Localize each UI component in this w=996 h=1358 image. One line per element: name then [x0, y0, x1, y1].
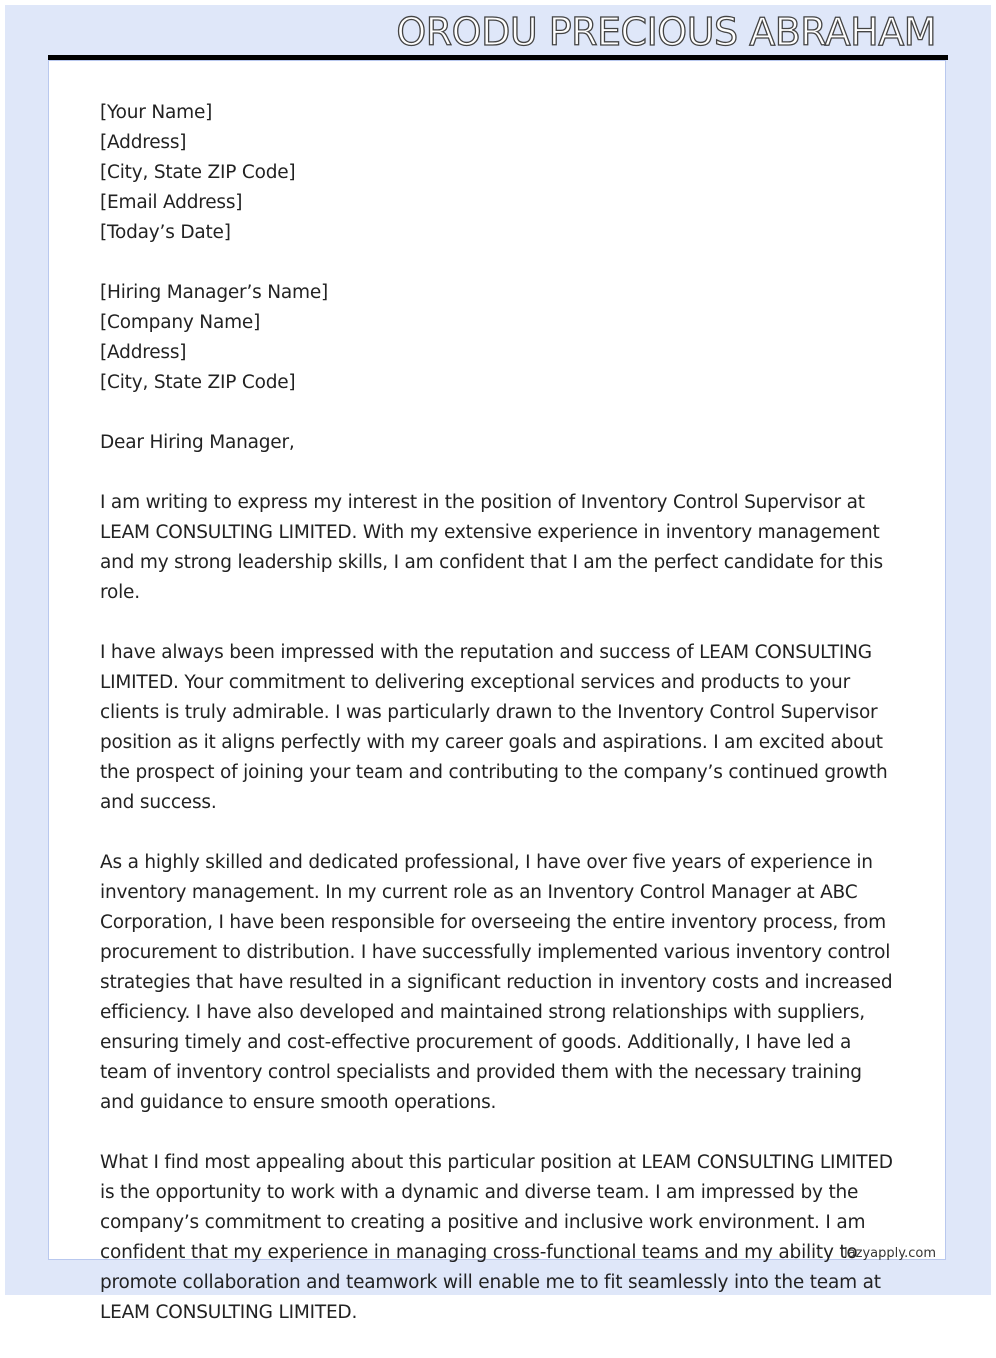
recipient-address: [Address] — [100, 342, 187, 363]
sender-address: [Address] — [100, 132, 187, 153]
salutation: Dear Hiring Manager, — [100, 432, 295, 453]
cover-letter-body — [100, 98, 900, 1358]
recipient-address-block — [100, 278, 900, 398]
sender-email: [Email Address] — [100, 192, 243, 213]
sender-city-state-zip: [City, State ZIP Code] — [100, 162, 296, 183]
header-name: ORODU PRECIOUS ABRAHAM — [396, 10, 936, 54]
recipient-name: [Hiring Manager’s Name] — [100, 282, 329, 303]
paragraph-team-fit: What I find most appealing about this particular position at LEAM CONSULTING LIMITED is the opportunity to work with a dynamic and diverse team. I am impressed by the company’s commitment to creating a positive and inclusive work environment. I am confident that my experience in managing cross-functional teams and my ability to promote collaboration and teamwork will enable me to fit seamlessly into the team at LEAM CONSULTING LIMITED. — [100, 1152, 893, 1323]
paragraph-intro: I am writing to express my interest in the position of Inventory Control Supervisor at LEAM CONSULTING LIMITED. With my extensive experience in inventory management and my strong leadership skills, I am confident that I am the perfect candidate for this role. — [100, 492, 883, 603]
sender-name: [Your Name] — [100, 102, 213, 123]
recipient-city-state-zip: [City, State ZIP Code] — [100, 372, 296, 393]
paragraph-experience: As a highly skilled and dedicated professional, I have over five years of experience in inventory management. In my current role as an Inventory Control Manager at ABC Corporation, I have been responsible for overseeing the entire inventory process, from procurement to distribution. I have successfully implemented various inventory control strategies that have resulted in a significant reduction in inventory costs and increased efficiency. I have also developed and maintained strong relationships with suppliers, ensuring timely and cost-effective procurement of goods. Additionally, I have led a team of inventory control specialists and provided them with the necessary training and guidance to ensure smooth operations. — [100, 852, 893, 1113]
sender-address-block — [100, 98, 900, 248]
watermark: lazyapply.com — [844, 1246, 936, 1261]
letter-date: [Today’s Date] — [100, 222, 231, 243]
paragraph-company-interest: I have always been impressed with the reputation and success of LEAM CONSULTING LIMITED. Your commitment to delivering exceptional services and products to your clients is truly admirable. I was particularly drawn to the Inventory Control Supervisor position as it aligns perfectly with my career goals and aspirations. I am excited about the prospect of joining your team and contributing to the company’s continued growth and success. — [100, 642, 888, 813]
recipient-company: [Company Name] — [100, 312, 261, 333]
